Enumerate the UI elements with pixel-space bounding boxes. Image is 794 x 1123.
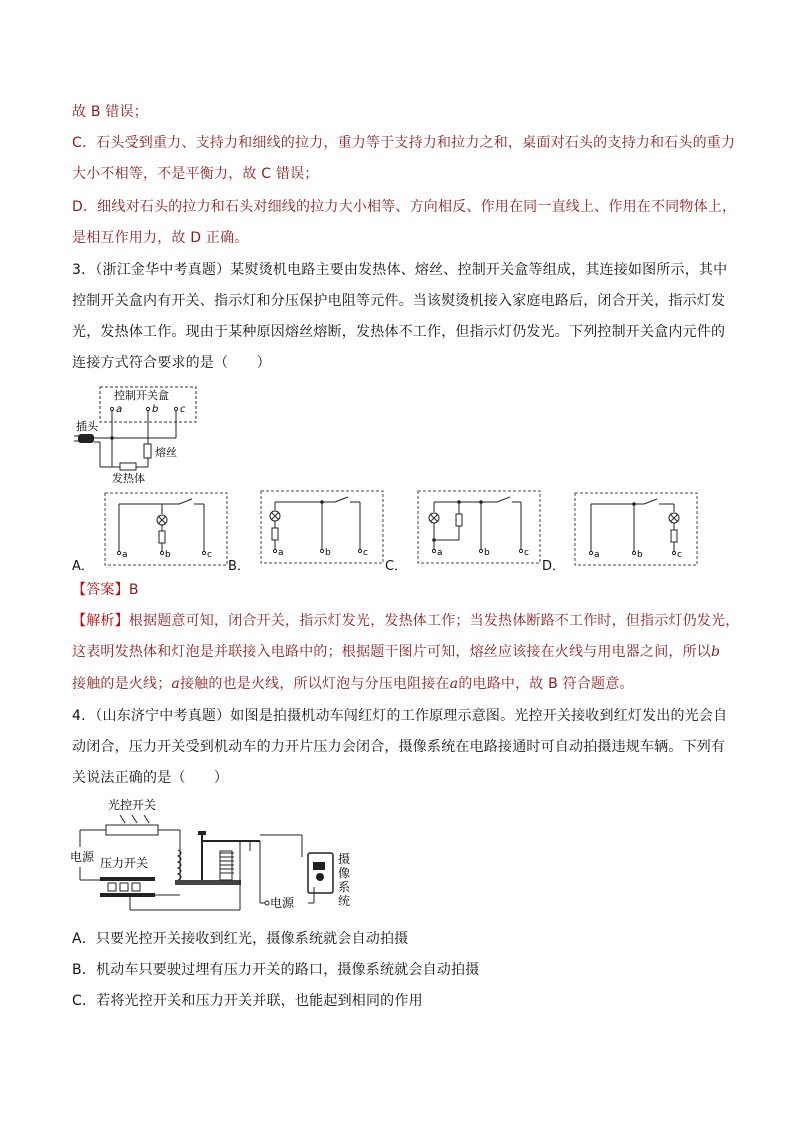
q3-analysis-line3: 接触的是火线；a接触的也是火线，所以灯泡与分压电阻接在a的电路中，故 B 符合题意。 xyxy=(72,676,634,692)
svg-text:c: c xyxy=(207,550,212,560)
q4-camera-label: 摄像系统 xyxy=(338,852,351,908)
q3-box-title: 控制开关盒 xyxy=(114,389,169,402)
q4-stem-line1: 4．（山东济宁中考真题）如图是拍摄机动车闯红灯的工作原理示意图。光控开关接收到红灯发出的光会自 xyxy=(72,708,728,724)
q3-option-c-figure[interactable] xyxy=(417,490,542,565)
q3-terminal-c: c xyxy=(180,404,186,415)
svg-text:b: b xyxy=(165,550,171,560)
prev-b-conclusion: 故 B 错误； xyxy=(72,104,148,120)
q3-answer-tag: 【答案】 xyxy=(72,582,129,598)
svg-text:a: a xyxy=(437,548,443,558)
svg-text:a: a xyxy=(122,550,128,560)
q3-option-a-figure[interactable] xyxy=(104,492,229,567)
q3-answer-value: B xyxy=(128,582,139,598)
q3-stem-line4: 连接方式符合要求的是（ ） xyxy=(72,355,271,371)
q3-option-d-figure[interactable] xyxy=(574,492,699,567)
prev-c-line1: C．石头受到重力、支持力和细线的拉力，重力等于支持力和拉力之和，桌面对石头的支持力和石头的重力 xyxy=(72,135,736,151)
q3-main-circuit-figure xyxy=(72,382,212,487)
q3-option-b-figure[interactable] xyxy=(260,490,385,565)
q3-analysis-line2: 这表明发热体和灯泡是并联接入电路中的；根据题干图片可知，熔丝应该接在火线与用电器之间，所以b xyxy=(72,644,721,660)
q3-heater-label: 发热体 xyxy=(112,472,145,485)
q4-power-bottom-label: 电源 xyxy=(270,896,295,910)
q3-analysis-line1: 【解析】根据题意可知，闭合开关，指示灯发光，发热体工作；当发热体断路不工作时，但指示灯仍发光， xyxy=(72,613,740,629)
q3-plug-label: 插头 xyxy=(76,420,98,433)
q4-pressure-switch-label: 压力开关 xyxy=(100,856,149,870)
q4-light-switch-label: 光控开关 xyxy=(108,798,157,812)
svg-text:b: b xyxy=(637,550,643,560)
q3-answer xyxy=(72,580,139,600)
q3-terminal-b: b xyxy=(152,404,159,415)
prev-c-line2: 大小不相等，不是平衡力，故 C 错误； xyxy=(72,166,319,182)
q4-option-a[interactable]: A．只要光控开关接收到红光，摄像系统就会自动拍摄 xyxy=(72,931,409,947)
q4-stem-line3: 关说法正确的是（ ） xyxy=(72,770,229,786)
svg-text:c: c xyxy=(677,550,682,560)
q3-fuse-label: 熔丝 xyxy=(155,446,177,459)
q4-option-b[interactable]: B．机动车只要驶过埋有压力开关的路口，摄像系统就会自动拍摄 xyxy=(72,962,480,978)
q3-terminal-a: a xyxy=(116,404,123,415)
svg-text:a: a xyxy=(594,550,600,560)
q4-camera-circuit-figure xyxy=(70,795,370,925)
svg-text:c: c xyxy=(363,548,368,558)
q3-option-c-label: C． xyxy=(385,559,408,574)
q3-stem-line2: 控制开关盒内有开关、指示灯和分压保护电阻等元件。当该熨烫机接入家庭电路后，闭合开关，指示灯发 xyxy=(72,293,726,309)
q4-power-left-label: 电源 xyxy=(70,850,95,864)
q3-analysis-tag: 【解析】 xyxy=(72,613,129,629)
svg-text:b: b xyxy=(484,548,490,558)
prev-d-line2: 是相互作用力，故 D 正确。 xyxy=(72,230,249,246)
q3-option-d-label: D． xyxy=(542,559,566,574)
svg-text:b: b xyxy=(325,548,331,558)
q4-stem-line2: 动闭合，压力开关受到机动车的力开片压力会闭合，摄像系统在电路接通时可自动拍摄违规车辆。下列有 xyxy=(72,739,726,755)
q3-option-b-label: B． xyxy=(228,559,250,574)
q3-option-a-label: A． xyxy=(72,559,94,574)
q3-stem-line3: 光，发热体工作。现由于某种原因熔丝熔断，发热体不工作，但指示灯仍发光。下列控制开关盒内元件的 xyxy=(72,324,726,340)
q3-stem-line1: 3．（浙江金华中考真题）某熨烫机电路主要由发热体、熔丝、控制开关盒等组成，其连接如图所示，其中 xyxy=(72,262,728,278)
q4-option-c[interactable]: C．若将光控开关和压力开关并联，也能起到相同的作用 xyxy=(72,993,423,1009)
prev-d-line1: D．细线对石头的拉力和石头对细线的拉力大小相等、方向相反、作用在同一直线上、作用在不同物体上， xyxy=(72,199,737,215)
svg-text:a: a xyxy=(278,548,284,558)
svg-text:c: c xyxy=(524,548,529,558)
